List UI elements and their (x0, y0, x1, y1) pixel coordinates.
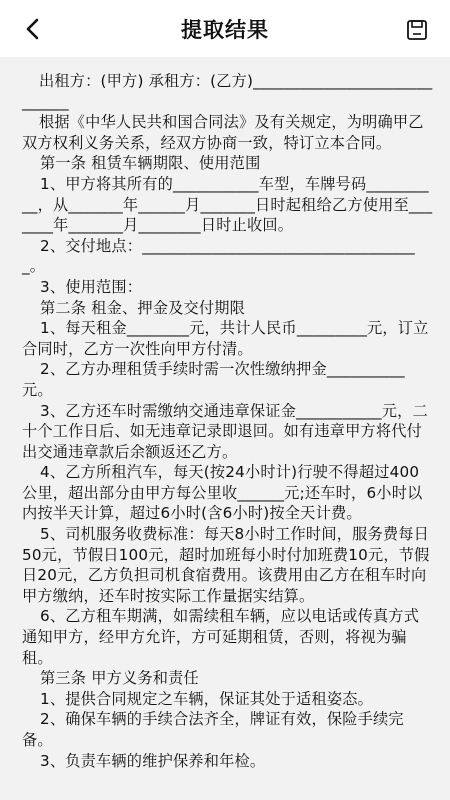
document-line: 1、每天租金________元，共计人民币_________元，订立合同时，乙方一次性向甲方付清。 (22, 319, 429, 358)
contract-document (0, 57, 450, 771)
document-line: 第二条 租金、押金及交付期限 (40, 298, 246, 317)
document-line: 3、使用范围： (40, 277, 143, 296)
document-line: 第三条 甲方义务和责任 (40, 669, 199, 688)
top-bar (0, 0, 450, 57)
extracted-text-area[interactable] (0, 57, 450, 800)
document-line: 2、确保车辆的手续合法齐全，牌证有效，保险手续完备。 (22, 710, 404, 749)
document-line: 5、司机服务收费标准：每天8小时工作时间，服务费每日50元，节假日100元，超时加班每小时付加班费10元，节假日20元，乙方负担司机食宿费用。该费用由乙方在租车时向甲方缴纳，还车时按实际工作量据实结算。 (22, 525, 430, 605)
document-line: 3、负责车辆的维护保养和年检。 (40, 751, 266, 770)
document-line: 3、乙方还车时需缴纳交通违章保证金___________元，二十个工作日后、如无违章记录即退回。如有违章甲方将代付出交通违章款后余额返还乙方。 (22, 401, 428, 461)
document-line: 1、提供合同规定之车辆，保证其处于适租姿态。 (40, 689, 374, 708)
document-line: 第一条 租赁车辆期限、使用范围 (40, 154, 261, 173)
document-line: 根据《中华人民共和国合同法》及有关规定，为明确甲乙双方权利义务关系，经双方协商一致，特订立本合同。 (22, 113, 424, 152)
page-title: 提取结果 (181, 17, 269, 42)
chevron-left-icon[interactable] (22, 18, 44, 40)
document-line: 6、乙方租车期满，如需续租车辆，应以电话或传真方式通知甲方，经甲方允许，方可延期租赁，否则，将视为骗租。 (22, 607, 420, 667)
document-line: 出租方：(甲方) 承租方：(乙方)_____________________________ (22, 72, 433, 111)
document-line: 4、乙方所租汽车，每天(按24小时计)行驶不得超过400公里，超出部分由甲方每公里收______元;还车时，6小时以内按半天计算，超过6小时(含6小时)按全天计费。 (22, 463, 423, 523)
save-icon[interactable] (406, 19, 428, 41)
document-line: 2、乙方办理租赁手续时需一次性缴纳押金__________元。 (22, 360, 405, 399)
document-line: 2、交付地点：____________________________________。 (22, 236, 415, 276)
document-line: 1、甲方将其所有的___________车型，车牌号码__________，从_______年______月_______日时起租给乙方使用至_______年_______月________日时止收回。 (22, 174, 433, 235)
